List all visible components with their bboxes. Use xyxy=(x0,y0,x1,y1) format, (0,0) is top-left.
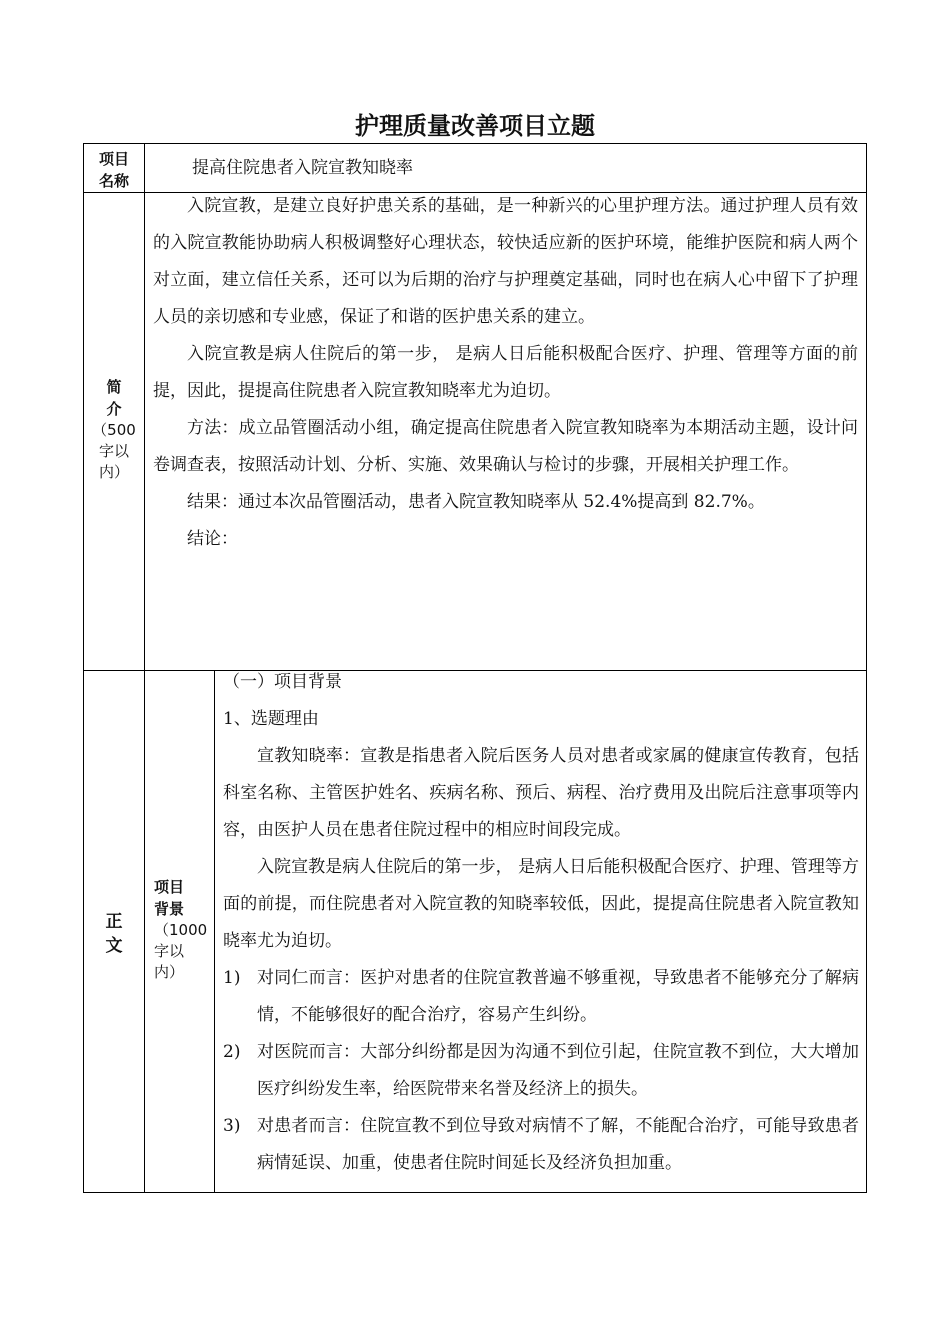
summary-limit-note-3: 内） xyxy=(98,463,129,481)
project-name-label xyxy=(84,148,144,192)
reason-text: 对同仁而言：医护对患者的住院宣教普遍不够重视，导致患者不能够充分了解病情，不能够很好的配合治疗，容易产生纠纷。 xyxy=(257,968,859,1025)
summary-paragraph: 结果：通过本次品管圈活动，患者入院宣教知晓率从 52.4%提高到 82.7%。 xyxy=(187,492,765,512)
reason-list-item xyxy=(223,1108,859,1182)
project-name-label-line1: 项目 xyxy=(98,150,129,168)
background-heading: （一）项目背景 xyxy=(223,672,342,692)
reason-list-item xyxy=(223,1034,859,1108)
summary-label-char2: 介 xyxy=(106,400,122,418)
page-title: 护理质量改善项目立题 xyxy=(355,112,595,140)
reason-list xyxy=(223,960,859,1182)
background-label-line1: 项目 xyxy=(154,878,185,896)
summary-paragraph: 入院宣教是病人住院后的第一步， 是病人日后能积极配合医疗、护理、管理等方面的前提，因此，提提高住院患者入院宣教知晓率尤为迫切。 xyxy=(153,344,858,401)
reason-text: 对医院而言：大部分纠纷都是因为沟通不到位引起，住院宣教不到位，大大增加医疗纠纷发生率，给医院带来名誉及经济上的损失。 xyxy=(257,1042,859,1099)
body-label-char1: 正 xyxy=(105,912,123,932)
reason-text: 对患者而言：住院宣教不到位导致对病情不了解，不能配合治疗，可能导致患者病情延误、加重，使患者住院时间延长及经济负担加重。 xyxy=(257,1116,859,1173)
reason-number: 1) xyxy=(223,968,241,988)
background-label xyxy=(148,876,214,983)
background-subheading: 1、选题理由 xyxy=(223,709,319,729)
background-limit-note-2: 字以 xyxy=(154,942,185,960)
background-limit-note-1: （1000 xyxy=(154,921,208,939)
summary-label-char1: 简 xyxy=(106,378,122,396)
project-name-value: 提高住院患者入院宣教知晓率 xyxy=(192,158,413,178)
reason-number: 2) xyxy=(223,1042,241,1062)
background-limit-note-3: 内） xyxy=(154,963,185,981)
body-label xyxy=(84,910,144,958)
summary-paragraph: 结论： xyxy=(187,529,238,549)
background-content xyxy=(223,664,859,1182)
background-paragraph: 入院宣教是病人住院后的第一步， 是病人日后能积极配合医疗、护理、管理等方面的前提，而住院患者对入院宣教的知晓率较低，因此，提提高住院患者入院宣教知晓率尤为迫切。 xyxy=(223,857,859,951)
summary-label xyxy=(84,376,144,483)
summary-paragraph: 方法：成立品管圈活动小组，确定提高住院患者入院宣教知晓率为本期活动主题，设计问卷调查表，按照活动计划、分析、实施、效果确认与检讨的步骤，开展相关护理工作。 xyxy=(153,418,858,475)
summary-limit-note-2: 字以 xyxy=(98,442,129,460)
column-divider-2 xyxy=(214,670,215,1193)
column-divider-1 xyxy=(144,143,145,1193)
reason-number: 3) xyxy=(223,1116,241,1136)
summary-limit-note-1: （500 xyxy=(92,421,136,439)
summary-paragraph: 入院宣教，是建立良好护患关系的基础，是一种新兴的心里护理方法。通过护理人员有效的入院宣教能协助病人积极调整好心理状态，较快适应新的医护环境，能维护医院和病人两个对立面，建立信任关系，还可以为后期的治疗与护理奠定基础，同时也在病人心中留下了护理人员的亲切感和专业感，保证了和谐的医护患关系的建立。 xyxy=(153,196,858,327)
body-label-char2: 文 xyxy=(105,936,123,956)
summary-content xyxy=(153,188,858,558)
reason-list-item xyxy=(223,960,859,1034)
project-name-label-line2: 名称 xyxy=(98,172,129,190)
background-label-line2: 背景 xyxy=(154,900,185,918)
background-paragraph: 宣教知晓率：宣教是指患者入院后医务人员对患者或家属的健康宣传教育，包括科室名称、主管医护姓名、疾病名称、预后、病程、治疗费用及出院后注意事项等内容，由医护人员在患者住院过程中的相应时间段完成。 xyxy=(223,746,859,840)
